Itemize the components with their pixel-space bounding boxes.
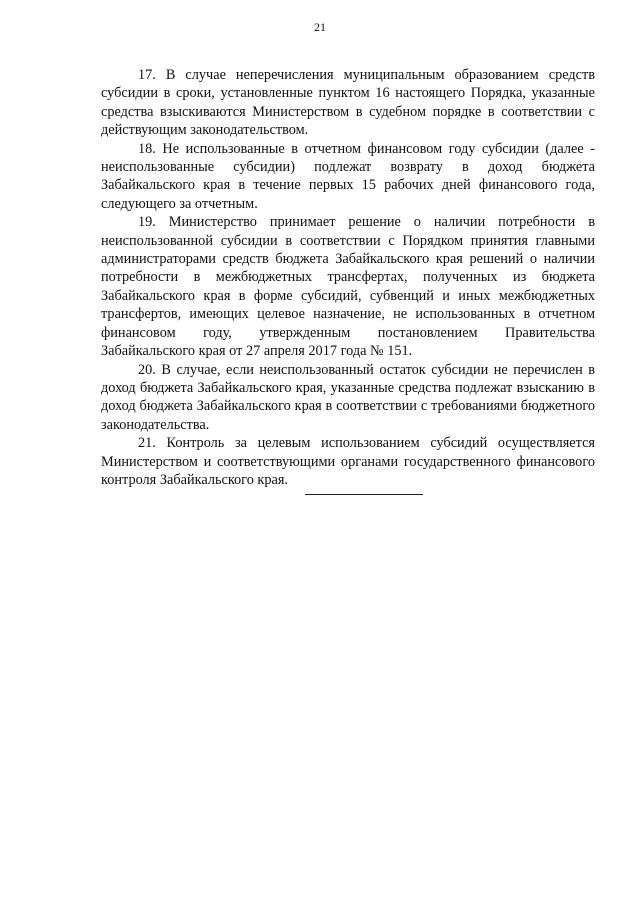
paragraph-19: 19. Министерство принимает решение о наличии потребности в неиспользованной субсидии в соответствии с Порядком принятия главными администраторами средств бюджета Забайкальского края решений о наличии потребности в межбюджетных трансфертах, полученных из бюджета Забайкальского края в форме субсидий, субвенций и иных межбюджетных трансфертов, имеющих целевое назначение, не использованных в отчетном финансовом году, утвержденным постановлением Правительства Забайкальского края от 27 апреля 2017 года № 151. xyxy=(101,214,595,360)
document-body xyxy=(101,66,595,489)
paragraph-18: 18. Не использованные в отчетном финансовом году субсидии (далее - неиспользованные субсидии) подлежат возврату в доход бюджета Забайкальского края в течение первых 15 рабочих дней финансового года, следующего за отчетным. xyxy=(101,140,595,212)
paragraph-20: 20. В случае, если неиспользованный остаток субсидии не перечислен в доход бюджета Забайкальского края, указанные средства подлежат взысканию в доход бюджета Забайкальского края в соответствии с требованиями бюджетного законодательства. xyxy=(101,361,595,433)
end-of-document-rule xyxy=(305,494,423,495)
page-number: 21 xyxy=(314,20,326,34)
paragraph-21: 21. Контроль за целевым использованием субсидий осуществляется Министерством и соответствующими органами государственного финансового контроля Забайкальского края. xyxy=(101,435,595,488)
paragraph-17: 17. В случае неперечисления муниципальным образованием средств субсидии в сроки, установленные пунктом 16 настоящего Порядка, указанные средства взыскиваются Министерством в судебном порядке в соответствии с действующим законодательством. xyxy=(101,67,595,139)
